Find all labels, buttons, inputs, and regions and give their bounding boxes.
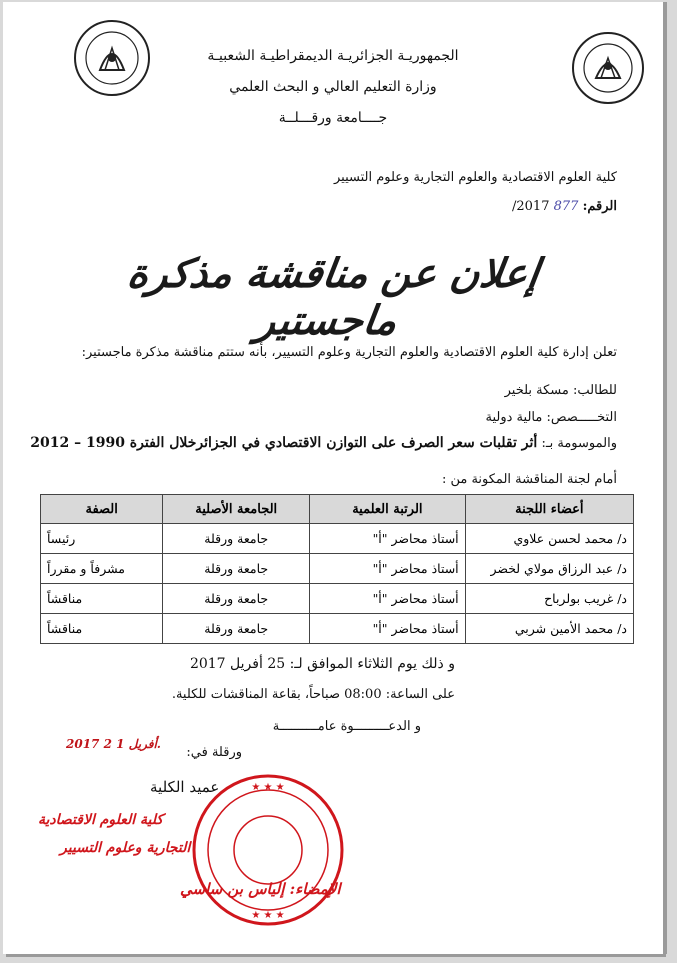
defense-time: على الساعة: 08:00 صباحاً، بقاعة المناقشات للكلية. <box>171 687 455 702</box>
member-role: مناقشاً <box>41 614 163 644</box>
header-republic: الجمهوريـة الجزائريـة الديمقراطيـة الشعبيـة <box>207 48 459 64</box>
place-label: ورقلة في: <box>186 745 242 760</box>
member-role: مشرفاً و مقرراً <box>41 554 163 584</box>
table-header-row <box>41 495 634 524</box>
signature: الإمضاء: إلياس بن ساسي <box>180 880 341 898</box>
university-logo-left <box>72 18 152 98</box>
member-university: جامعة ورقلة <box>163 554 310 584</box>
reference-label: الرقم: <box>582 199 617 214</box>
intro-text: تعلن إدارة كلية العلوم الاقتصادية والعلوم التجارية وعلوم التسيير، بأنه ستتم مناقشة مذكرة ماجستير: <box>81 345 617 360</box>
member-role: رئيساً <box>41 524 163 554</box>
university-logo-icon <box>568 28 648 108</box>
member-rank: أستاذ محاضر "أ" <box>310 614 466 644</box>
table-row <box>41 554 634 584</box>
handwritten-date: 2017 أفريل 1 2. <box>66 737 161 751</box>
student-name: مسكة بلخير <box>504 383 569 398</box>
specialty-line <box>486 410 618 425</box>
specialty-value: مالية دولية <box>485 410 543 425</box>
thesis-label: والموسومة بـ: <box>541 436 617 451</box>
header-members: أعضاء اللجنة <box>465 495 633 524</box>
thesis-line <box>30 435 617 451</box>
header-rank: الرتبة العلمية <box>310 495 466 524</box>
page-edge-shadow <box>663 2 667 954</box>
invitation-text: و الدعـــــــــوة عامــــــــــة <box>272 719 421 734</box>
student-label: للطالب: <box>573 383 617 398</box>
member-name: د/ محمد لحسن علاوي <box>465 524 633 554</box>
reference-year: 2017/ <box>511 199 550 214</box>
member-name: د/ محمد الأمين شربي <box>465 614 633 644</box>
official-stamp-icon <box>188 770 348 930</box>
university-logo-icon <box>72 18 152 98</box>
table-row <box>41 524 634 554</box>
faculty-name: كلية العلوم الاقتصادية والعلوم التجارية وعلوم التسيير <box>334 170 617 185</box>
specialty-label: التخـــــصص: <box>546 410 617 425</box>
member-rank: أستاذ محاضر "أ" <box>310 554 466 584</box>
member-role: مناقشاً <box>41 584 163 614</box>
member-name: د/ غريب بولرباح <box>465 584 633 614</box>
header-university: الجامعة الأصلية <box>163 495 310 524</box>
reference-number <box>512 199 617 214</box>
thesis-title: أثر تقلبات سعر الصرف على التوازن الاقتصادي في الجزائرخلال الفترة 1990 – 2012 <box>30 435 538 451</box>
committee-table <box>40 494 634 644</box>
svg-text:★ ★ ★: ★ ★ ★ <box>251 910 285 921</box>
announcement-title: إعلان عن مناقشة مذكرة ماجستير <box>124 250 542 344</box>
table-row <box>41 614 634 644</box>
header-ministry: وزارة التعليم العالي و البحث العلمي <box>229 79 437 95</box>
committee-intro: أمام لجنة المناقشة المكونة من : <box>441 472 617 487</box>
dean-title: عميد الكلية <box>150 778 220 796</box>
defense-date: و ذلك يوم الثلاثاء الموافق لـ: 25 أفريل 2017 <box>189 656 455 672</box>
university-logo-right <box>568 28 648 108</box>
reference-value: 877 <box>553 199 579 214</box>
svg-text:★ ★ ★: ★ ★ ★ <box>251 782 285 793</box>
header-role: الصفة <box>41 495 163 524</box>
table-row <box>41 584 634 614</box>
member-university: جامعة ورقلة <box>163 614 310 644</box>
member-name: د/ عبد الرزاق مولاي لخضر <box>465 554 633 584</box>
stamp-line-2: التجارية وعلوم التسيير <box>60 840 191 856</box>
student-line <box>505 383 617 398</box>
header-university: جــــامعة ورقـــلــة <box>278 110 388 126</box>
member-university: جامعة ورقلة <box>163 584 310 614</box>
member-rank: أستاذ محاضر "أ" <box>310 524 466 554</box>
member-university: جامعة ورقلة <box>163 524 310 554</box>
stamp-line-1: كلية العلوم الاقتصادية <box>38 812 164 828</box>
member-rank: أستاذ محاضر "أ" <box>310 584 466 614</box>
